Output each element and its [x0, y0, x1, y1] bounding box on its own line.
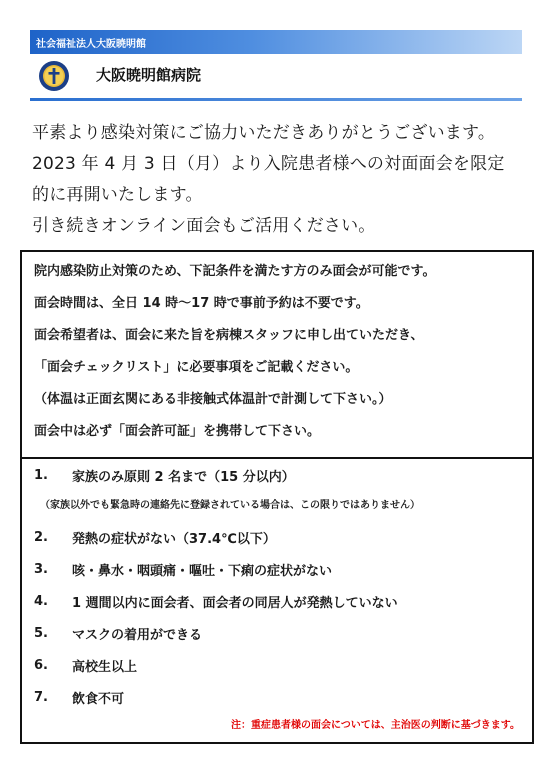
item-text: 高校生以上 [72, 659, 138, 675]
conditions-text [34, 256, 529, 448]
condition-line: 面会希望者は、面会に来た旨を病棟スタッフに申し出ていただき、 [34, 328, 424, 343]
intro-line: 的に再開いたします。 [32, 185, 203, 205]
item-text: 家族のみ原則 2 名まで（15 分以内） [72, 469, 295, 485]
list-item [34, 521, 529, 553]
item-number: 7. [34, 689, 48, 705]
intro-line: 引き続きオンライン面会もご活用ください。 [32, 216, 376, 236]
condition-line: （体温は正面玄関にある非接触式体温計で計測して下さい。） [34, 392, 392, 407]
item-text: 1 週間以内に面会者、面会者の同居人が発熱していない [72, 595, 398, 611]
organization-name: 社会福祉法人大阪暁明館 [36, 39, 146, 50]
intro-line: 2023 年 4 月 3 日（月）より入院患者様への対面面会を限定 [32, 154, 505, 174]
item-number: 2. [34, 529, 48, 545]
footnote: 注：重症患者様の面会については、主治医の判断に基づきます。 [231, 720, 520, 731]
intro-line: 平素より感染対策にご協力いただきありがとうございます。 [32, 123, 496, 143]
item-text: マスクの着用ができる [72, 627, 203, 643]
item-number: 6. [34, 657, 48, 673]
condition-line: 「面会チェックリスト」に必要事項をご記載ください。 [34, 360, 359, 375]
cross-emblem-icon [38, 60, 70, 92]
condition-line: 院内感染防止対策のため、下記条件を満たす方のみ面会が可能です。 [34, 264, 436, 279]
item-number: 1. [34, 467, 48, 483]
intro-text [32, 118, 537, 242]
hospital-name: 大阪暁明館病院 [96, 66, 202, 84]
item-note: （家族以外でも緊急時の連絡先に登録されている場合は、この限りではありません） [40, 500, 420, 511]
list-item [34, 617, 529, 649]
item-text: 飲食不可 [72, 691, 125, 707]
list-item [34, 649, 529, 681]
item-number: 3. [34, 561, 48, 577]
list-item [34, 681, 529, 713]
item-text: 発熱の症状がない（37.4℃以下） [72, 531, 276, 547]
header-rule [30, 98, 522, 101]
condition-line: 面会時間は、全日 14 時～17 時で事前予約は不要です。 [34, 296, 369, 311]
item-number: 4. [34, 593, 48, 609]
list-item [34, 459, 529, 491]
visitation-rules-box [20, 250, 534, 744]
list-item [34, 585, 529, 617]
list-item [34, 553, 529, 585]
item-text: 咳・鼻水・咽頭痛・嘔吐・下痢の症状がない [72, 563, 333, 579]
condition-line: 面会中は必ず「面会許可証」を携帯して下さい。 [34, 424, 321, 439]
requirements-list [34, 459, 529, 713]
item-number: 5. [34, 625, 48, 641]
